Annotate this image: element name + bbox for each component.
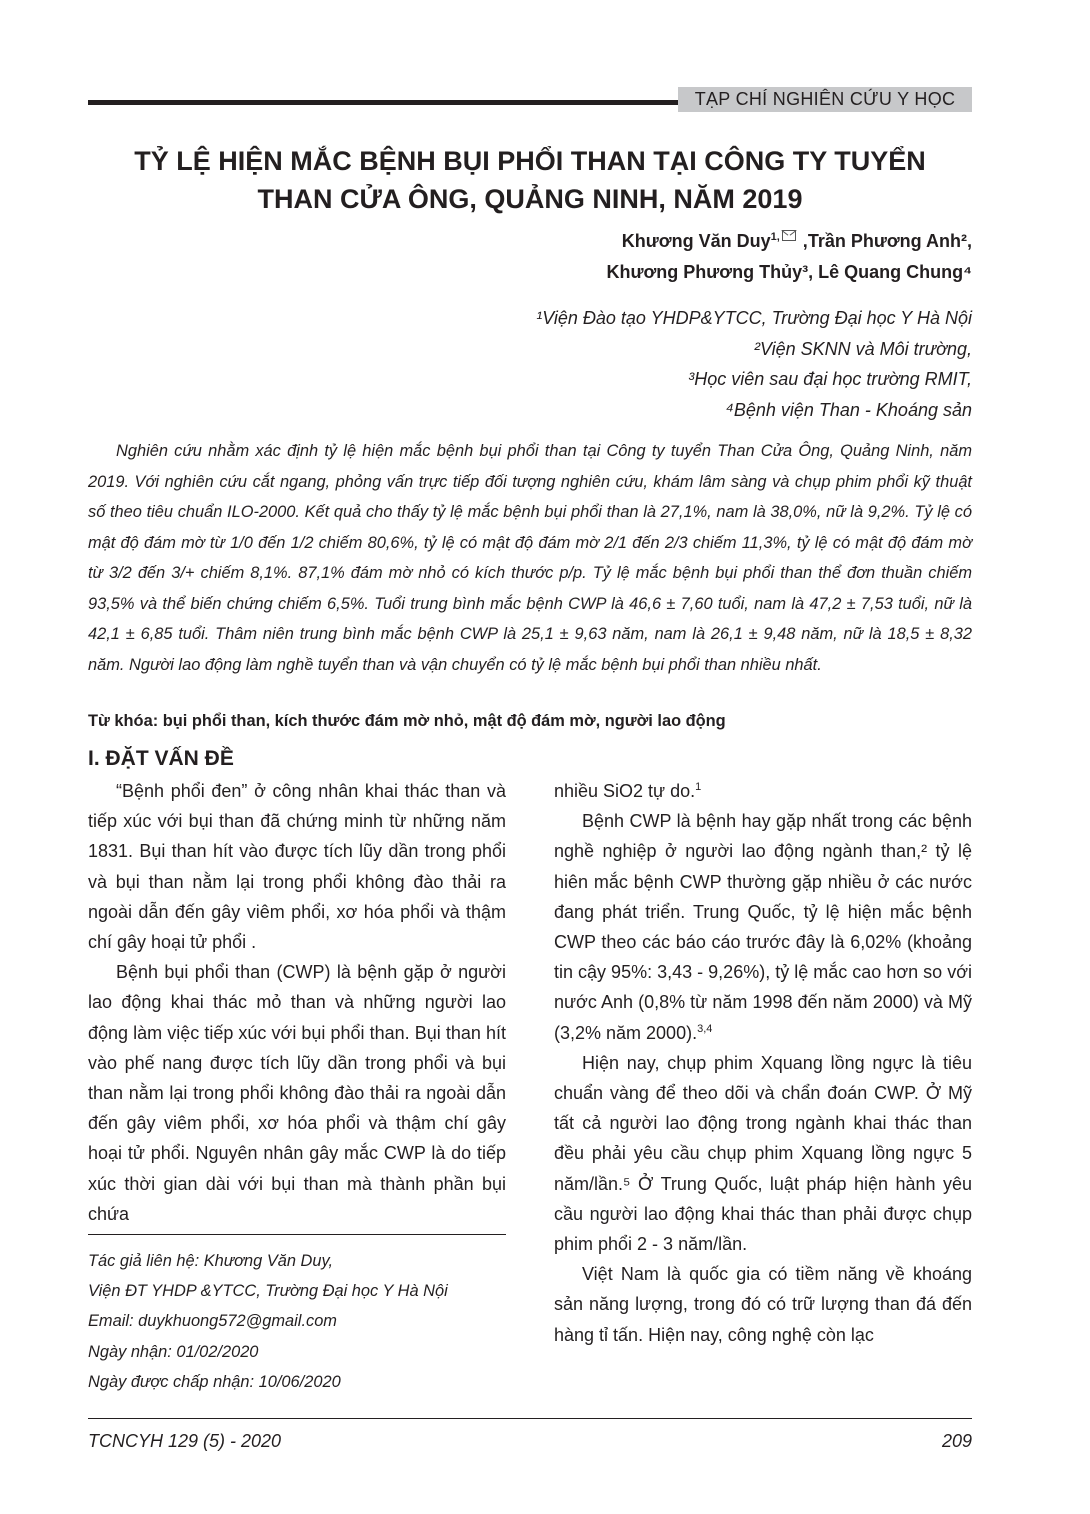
author-name: Khương Văn Duy xyxy=(621,231,771,251)
affiliation-item xyxy=(272,303,972,334)
paragraph-text: Bệnh CWP là bệnh hay gặp nhất trong các bệnh nghề nghiệp ở người lao động ngành than, xyxy=(554,811,972,862)
affiliation-text: Viện Đào tạo YHDP&YTCC, Trường Đại học Y Hà Nội xyxy=(542,308,972,328)
journal-name: TẠP CHÍ NGHIÊN CỨU Y HỌC xyxy=(678,87,972,112)
affiliation-mark: ⁴ xyxy=(726,399,734,420)
paragraph: Bệnh bụi phổi than (CWP) là bệnh gặp ở người lao động khai thác mỏ than và những người lao động làm việc tiếp xúc với bụi phổi than. Bụi than hít vào phế nang được tích lũy dần trong phổi và bụi than nằm lại trong phổi không đào thải ra ngoài dẫn đến gây viêm phổi, xơ hóa phổi và thậm chí gây hoại tử phổi. Nguyên nhân gây mắc CWP là do tiếp xúc thời gian dài với bụi than mà thành phần bụi chứa xyxy=(88,962,506,1224)
title-line-2: THAN CỬA ÔNG, QUẢNG NINH, NĂM 2019 xyxy=(257,184,803,214)
paragraph: “Bệnh phổi đen” ở công nhân khai thác than và tiếp xúc với bụi than đã chứng minh từ những năm 1831. Bụi than hít vào được tích lũy dần trong phổi và bụi than nằm lại trong phổi không đào thải ra ngoài dẫn đến gây viêm phổi, xơ hóa phổi và thậm chí gây hoại tử phổi . xyxy=(88,781,506,953)
article-title xyxy=(88,142,972,218)
paragraph xyxy=(554,1048,972,1259)
paragraph-text: tỷ lệ hiên mắc bệnh CWP thường gặp nhiều ở các nước đang phát triển. Trung Quốc, tỷ lệ hiện mắc bệnh CWP theo các báo cáo trước đây là 6,02% (khoảng tin cậy 95%: 3,43 - 9,26%), tỷ lệ mắc cao hơn so với nước Anh (0,8% từ năm 1998 đến năm 2000) và Mỹ (3,2% năm 2000). xyxy=(554,841,973,1043)
body-column-right xyxy=(554,776,972,1350)
header-rule xyxy=(88,100,678,105)
page-number: 209 xyxy=(941,1431,972,1451)
footnote-line: Ngày nhận: 01/02/2020 xyxy=(88,1342,259,1361)
footnote-rule xyxy=(88,1234,506,1235)
citation-ref: 1 xyxy=(695,781,702,793)
body-column-left xyxy=(88,776,506,1229)
affiliation-mark: ¹ xyxy=(536,308,543,328)
affiliation-mark: ³ xyxy=(688,369,695,389)
author-name: Trần Phương Anh xyxy=(807,231,961,251)
envelope-icon xyxy=(782,230,796,241)
author-separator: , xyxy=(797,231,808,251)
footnote-line: Tác giả liên hệ: Khương Văn Duy, xyxy=(88,1252,334,1270)
affiliation-mark: ² xyxy=(753,338,760,359)
paragraph xyxy=(554,806,972,1048)
paragraph-text: Ở Trung Quốc, luật pháp hiện hành yêu cầu người lao động khai thác than phải được chụp phim phổi 2 - 3 năm/lần. xyxy=(554,1173,972,1255)
author-name: Lê Quang Chung xyxy=(818,262,964,282)
citation-ref: ⁵ xyxy=(623,1173,631,1194)
footnote-line: Ngày được chấp nhận: 10/06/2020 xyxy=(88,1372,341,1391)
author-mark: ³ xyxy=(802,262,809,282)
affiliation-text: Viện SKNN và Môi trường, xyxy=(759,338,972,359)
citation-ref: 3,4 xyxy=(697,1022,713,1035)
abstract: Nghiên cứu nhằm xác định tỷ lệ hiện mắc bệnh bụi phổi than tại Công ty tuyển Than Cửa Ông, Quảng Ninh, năm 2019. Với nghiên cứu cắt ngang, phỏng vấn trực tiếp đối tượng nghiên cứu, khám lâm sàng và chụp phim phổi kỹ thuật số theo tiêu chuẩn ILO-2000. Kết quả cho thấy tỷ lệ mắc bệnh bụi phổi than là 27,1%, nam là 38,0%, nữ là 9,2%. Tỷ lệ có mật độ đám mờ từ 1/0 đến 1/2 chiếm 80,6%, tỷ lệ có mật độ đám mờ 2/1 đến 2/3 chiếm 11,3%, tỷ lệ có mật độ đám mờ từ 3/2 đến 3/+ chiếm 8,1%. 87,1% đám mờ nhỏ có kích thước p/p. Tỷ lệ mắc bệnh bụi phổi than thể đơn thuần chiếm 93,5% và thể biến chứng chiếm 6,5%. Tuổi trung bình mắc bệnh CWP là 46,6 ± 7,60 tuổi, nam là 47,2 ± 7,53 tuổi, nữ là 42,1 ± 6,85 tuổi. Thâm niên trung bình mắc bệnh CWP là 25,1 ± 9,63 năm, nam là 26,1 ± 9,48 năm, nữ là 18,5 ± 8,32 năm. Người lao động làm nghề tuyển than và vận chuyển có tỷ lệ mắc bệnh bụi phổi than nhiều nhất. xyxy=(88,442,972,674)
footer-rule xyxy=(88,1418,972,1419)
author-mark: 1, xyxy=(770,231,780,243)
keywords: Từ khóa: bụi phổi than, kích thước đám mờ nhỏ, mật độ đám mờ, người lao động xyxy=(88,712,726,730)
paragraph-text: nhiều SiO2 tự do. xyxy=(554,781,696,801)
affiliation-item xyxy=(272,364,972,395)
author-mark: ⁴ xyxy=(963,262,972,282)
affiliation-list xyxy=(272,303,972,425)
correspondence-footnote xyxy=(88,1246,506,1397)
section-heading: I. ĐẶT VẤN ĐỀ xyxy=(88,747,234,770)
paragraph: Việt Nam là quốc gia có tiềm năng về khoáng sản năng lượng, trong đó có trữ lượng than đá đến hàng tỉ tấn. Hiện nay, công nghệ còn lạc xyxy=(554,1264,972,1345)
title-line-1: TỶ LỆ HIỆN MẮC BỆNH BỤI PHỔI THAN TẠI CÔNG TY TUYỂN xyxy=(134,146,926,176)
affiliation-text: Học viên sau đại học trường RMIT, xyxy=(694,369,972,389)
author-separator: , xyxy=(808,262,819,282)
affiliation-item xyxy=(272,334,972,365)
author-mark: ² xyxy=(960,231,967,251)
paragraph-text: Hiện nay, chụp phim Xquang lồng ngực là tiêu chuẩn vàng để theo dõi và chẩn đoán CWP. Ở Mỹ tất cả người lao động trong ngành khai thác than đều phải yêu cầu chụp phim Xquang lồng ngực 5 năm/lần. xyxy=(554,1052,972,1194)
issue-info: TCNCYH 129 (5) - 2020 xyxy=(88,1431,282,1451)
paragraph-continued xyxy=(554,776,972,806)
author-list xyxy=(272,226,972,288)
footnote-line: Viện ĐT YHDP &YTCC, Trường Đại học Y Hà Nội xyxy=(88,1282,448,1301)
author-separator: , xyxy=(966,231,972,251)
affiliation-text: Bệnh viện Than - Khoáng sản xyxy=(733,399,972,420)
citation-ref: ² xyxy=(921,841,928,862)
affiliation-item xyxy=(272,395,972,426)
author-name: Khương Phương Thủy xyxy=(606,262,803,282)
footnote-email: Email: duykhuong572@gmail.com xyxy=(88,1312,337,1331)
